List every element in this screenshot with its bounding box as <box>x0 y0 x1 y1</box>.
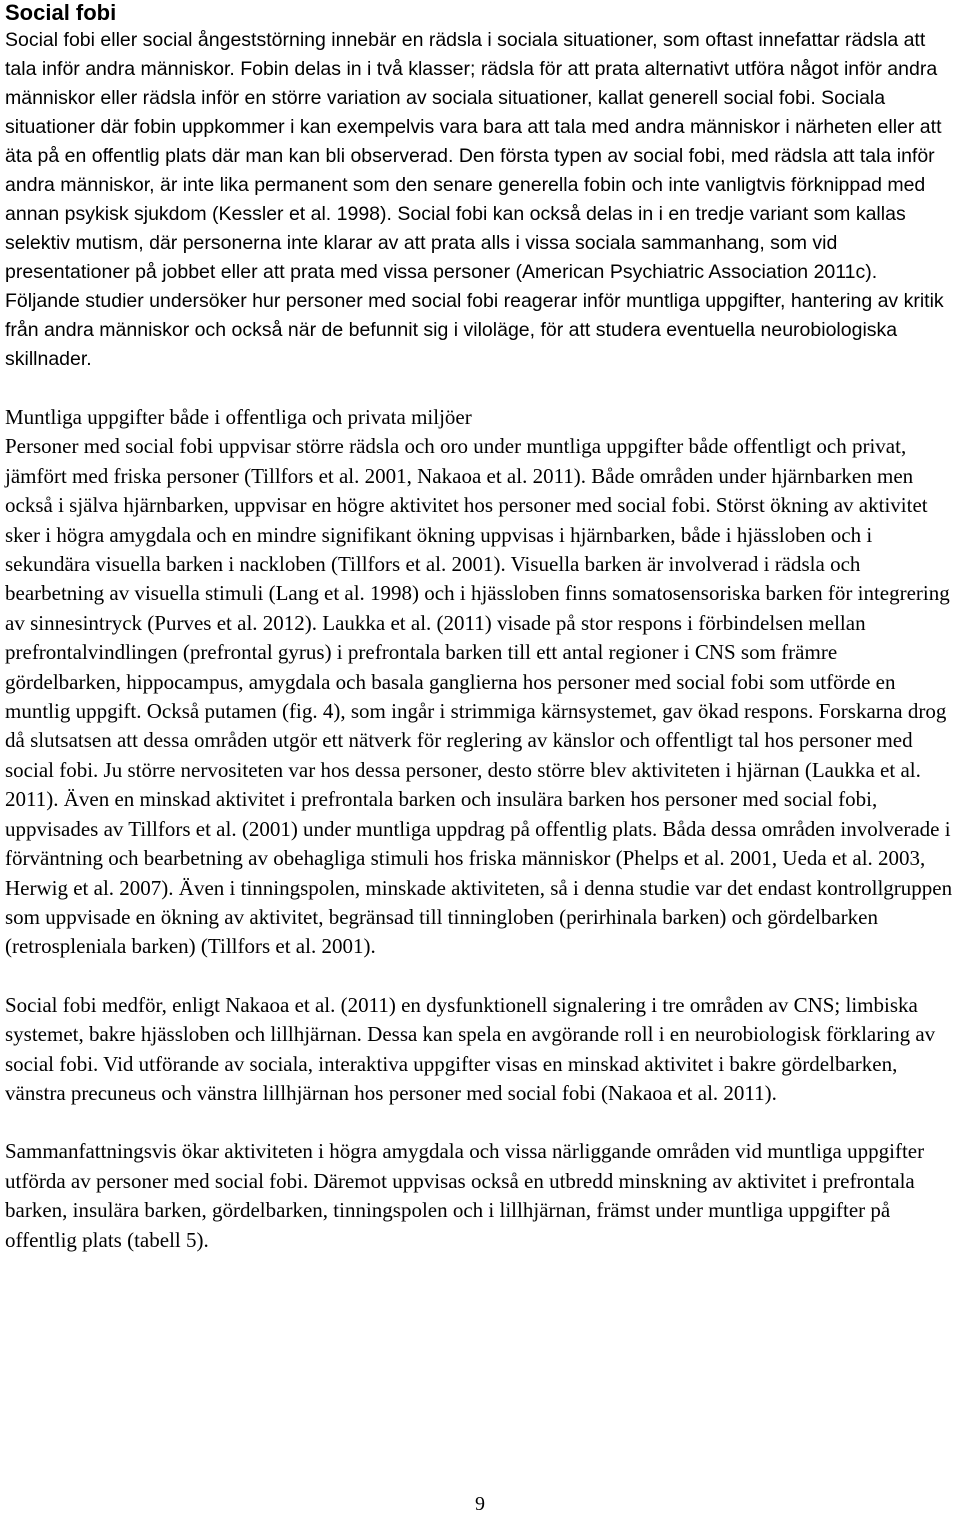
subheading: Muntliga uppgifter både i offentliga och privata miljöer <box>5 405 472 429</box>
section-heading: Social fobi <box>5 0 117 25</box>
paragraph-gap <box>5 1108 955 1137</box>
page-number: 9 <box>475 1493 485 1515</box>
oral-tasks-paragraph: Personer med social fobi uppvisar större rädsla och oro under muntliga uppgifter både offentligt och privat, jämfört med friska personer (Tillfors et al. 2001, Nakaoa et al. 2011). Både områden under hjärnbarken men också i själva hjärnbarken, uppvisar en högre aktivitet hos personer med social fobi. Störst ökning av aktivitet sker i högra amygdala och en mindre signifikant ökning uppvisas i hjärnbarken, både i hjässloben och i sekundära visuella barken i nackloben (Tillfors et al. 2001). Visuella barken är involverad i rädsla och bearbetning av visuella stimuli (Lang et al. 1998) och i hjässloben finns somatosensoriska barken för integrering av sinnesintryck (Purves et al. 2012). Laukka et al. (2011) visade på stor respons i förbindelsen mellan prefrontalvindlingen (prefrontal gyrus) i prefrontala barken till ett antal regioner i CNS som främre gördelbarken, hippocampus, amygdala och basala ganglierna hos personer med social fobi som utförde en muntlig uppgift. Också putamen (fig. 4), som ingår i strimmiga kärnsystemet, gav ökad respons. Forskarna drog då slutsatsen att dessa områden utgör ett nätverk för reglering av känslor och offentligt tal hos personer med social fobi. Ju större nervositeten var hos dessa personer, desto större blev aktiviteten i hjärnan (Laukka et al. 2011). Även en minskad aktivitet i prefrontala barken och insulära barken hos personer med social fobi, uppvisades av Tillfors et al. (2001) under muntliga uppdrag på offentlig plats. Båda dessa områden involverade i förväntning och bearbetning av obehagliga stimuli hos friska människor (Phelps et al. 2001, Ueda et al. 2003, Herwig et al. 2007). Även i tinningspolen, minskade aktiviteten, så i denna studie var det endast kontrollgruppen som uppvisade en ökning av aktivitet, begränsad till tinningloben (perirhinala barken) och gördelbarken (retrospleniala barken) (Tillfors et al. 2001). <box>5 434 953 959</box>
summary-paragraph: Sammanfattningsvis ökar aktiviteten i högra amygdala och vissa närliggande områden vid muntliga uppgifter utförda av personer med social fobi. Däremot uppvisas också en utbredd minskning av aktivitet i prefrontala barken, insulära barken, gördelbarken, tinningspolen och i lillhjärnan, främst under muntliga uppgifter på offentlig plats (tabell 5). <box>5 1139 925 1252</box>
paragraph-gap <box>5 374 955 403</box>
dysfunction-paragraph: Social fobi medför, enligt Nakaoa et al. (2011) en dysfunktionell signalering i tre områden av CNS; limbiska systemet, bakre hjässloben och lillhjärnan. Dessa kan spela en avgörande roll i en neurobiologisk förklaring av social fobi. Vid utförande av sociala, interaktiva uppgifter visas en minskad aktivitet i bakre gördelbarken, vänstra precuneus och vänstra lillhjärnan hos personer med social fobi (Nakaoa et al. 2011). <box>5 992 936 1105</box>
paragraph-gap <box>5 962 955 991</box>
intro-paragraph: Social fobi eller social ångeststörning innebär en rädsla i sociala situationer, som oftast innefattar rädsla att tala inför andra människor. Fobin delas in i två klasser; rädsla för att prata alternativt utföra något inför andra människor eller rädsla inför en större variation av sociala situationer, kallat generell social fobi. Sociala situationer där fobin uppkommer i kan exempelvis vara bara att tala med andra människor i närheten eller att äta på en offentlig plats där man kan bli observerad. Den första typen av social fobi, med rädsla att tala inför andra människor, är inte lika permanent som den senare generella fobin och inte vanligtvis förknippad med annan psykisk sjukdom (Kessler et al. 1998). Social fobi kan också delas in i en tredje variant som kallas selektiv mutism, där personerna inte klarar av att prata alls i vissa sociala sammanhang, som vid presentationer på jobbet eller att prata med vissa personer (American Psychiatric Association 2011c). Följande studier undersöker hur personer med social fobi reagerar inför muntliga uppgifter, hantering av kritik från andra människor och också när de befunnit sig i viloläge, för att studera eventuella neurobiologiska skillnader. <box>5 29 944 370</box>
